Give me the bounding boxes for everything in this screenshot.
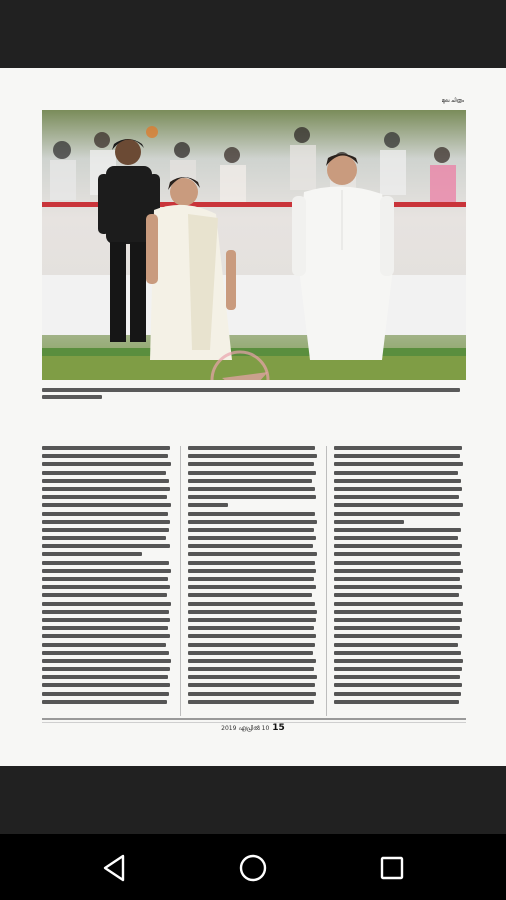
back-triangle-icon[interactable] (92, 846, 136, 890)
column-divider (180, 446, 181, 716)
cover-photo (42, 110, 466, 380)
top-bar (0, 0, 506, 68)
column-divider (326, 446, 327, 716)
page-footer (0, 723, 506, 733)
article-column-3 (334, 446, 464, 708)
home-circle-icon[interactable] (231, 846, 275, 890)
article-column-1 (42, 446, 172, 708)
recent-square-icon[interactable] (370, 846, 414, 890)
footer-rule (42, 718, 466, 720)
article-body (42, 446, 466, 716)
article-column-2 (188, 446, 318, 708)
section-tag: മുഖ ചിത്രം (441, 98, 464, 104)
photo-caption (42, 386, 466, 402)
viewer-bottom-band (0, 766, 506, 834)
footer-date: 2019 ഏപ്രിൽ 10 (221, 725, 270, 732)
android-nav-bar (0, 834, 506, 900)
magazine-page[interactable] (0, 68, 506, 766)
page-number: 15 (272, 723, 285, 733)
photo-image (42, 110, 466, 380)
